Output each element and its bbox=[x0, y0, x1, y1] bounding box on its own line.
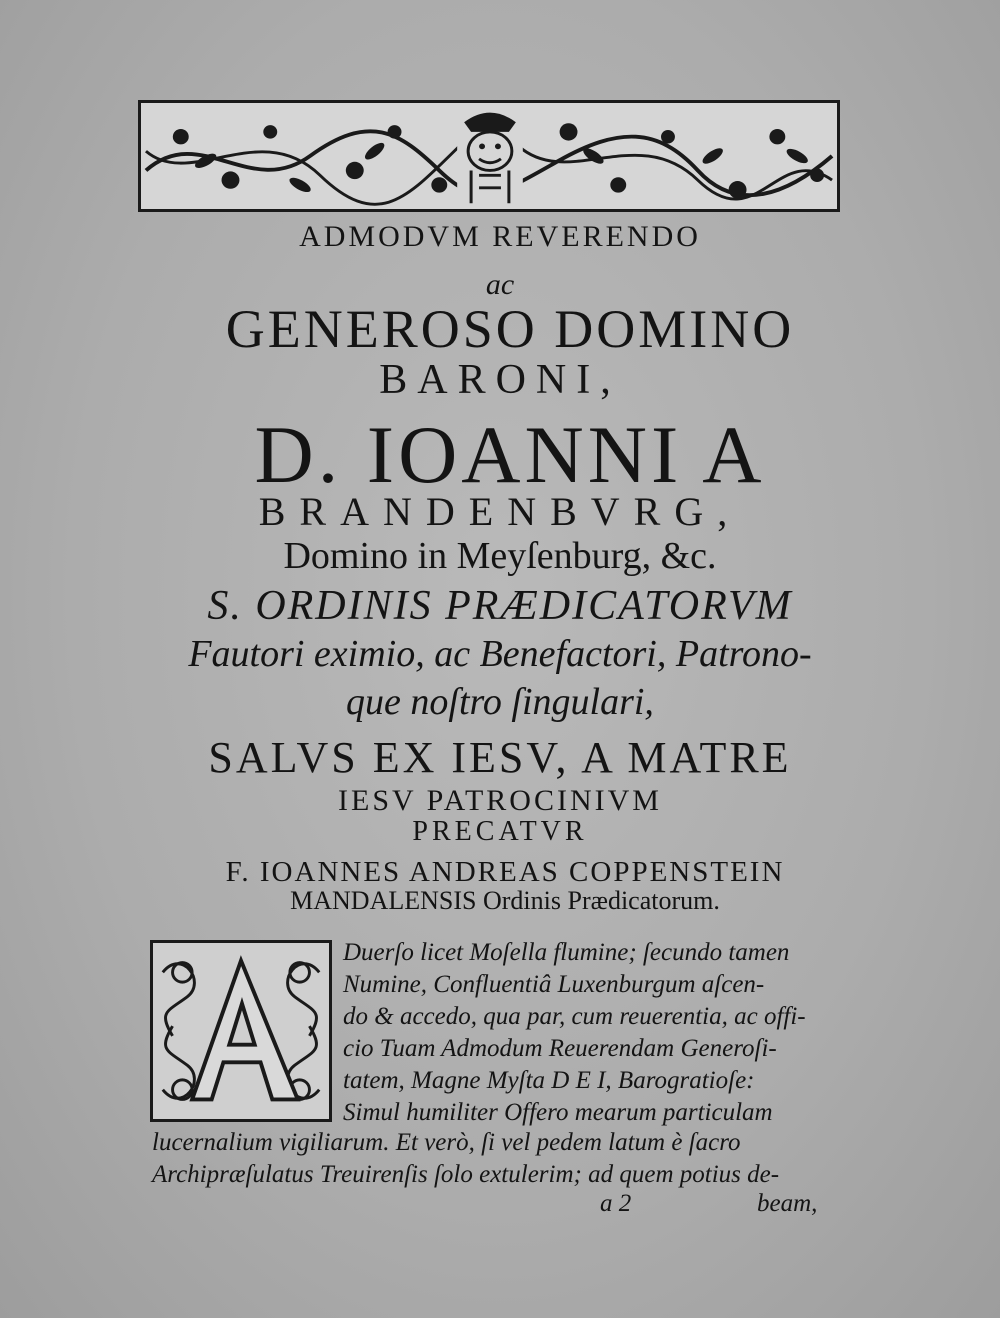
body-text-line: lucernalium vigiliarum. Et verò, ſi vel pedem latum è ſacro bbox=[152, 1129, 741, 1156]
grotesque-mask-figure bbox=[457, 111, 523, 204]
dedication-line-precatur: PRECATVR bbox=[412, 816, 588, 847]
dedication-line-ioanni: D. IOANNI A bbox=[254, 409, 766, 500]
dedication-line-meysenburg: Domino in Meyſenburg, &c. bbox=[283, 535, 717, 577]
body-text-line: Duerſo licet Moſella flumine; ſecundo tamen bbox=[343, 939, 790, 966]
author-order: MANDALENSIS Ordinis Prædicatorum. bbox=[290, 886, 720, 915]
dedication-line-baroni: BARONI, bbox=[379, 357, 621, 403]
vine-ornament-icon bbox=[141, 103, 837, 209]
body-text-line: Archipræſulatus Treuirenſis ſolo extulerim; ad quem potius de- bbox=[152, 1161, 780, 1188]
dedication-line-ac: ac bbox=[485, 268, 515, 301]
body-text-line: Numine, Confluentiâ Luxenburgum aſcen- bbox=[343, 971, 765, 998]
dedication-line-admodum: ADMODVM REVERENDO bbox=[299, 220, 701, 253]
dedication-line-singulari: que noſtro ſingulari, bbox=[346, 681, 654, 723]
dedication-line-fautori: Fautori eximio, ac Benefactori, Patrono- bbox=[188, 633, 812, 675]
body-text-line: do & accedo, qua par, cum reuerentia, ac offi- bbox=[343, 1003, 806, 1030]
decorated-initial bbox=[150, 940, 332, 1122]
author-name: F. IOANNES ANDREAS COPPENSTEIN bbox=[225, 856, 785, 888]
body-text-line: tatem, Magne Myſta D E I, Barogratioſe: bbox=[343, 1067, 755, 1094]
signature-mark: a 2 bbox=[600, 1190, 632, 1217]
woodcut-headpiece-ornament bbox=[138, 100, 840, 212]
body-text-line: Simul humiliter Offero mearum particulam bbox=[343, 1099, 773, 1126]
catchword: beam, bbox=[757, 1190, 818, 1217]
dedication-line-patrocinium: IESV PATROCINIVM bbox=[338, 784, 662, 817]
dedication-line-ordinis: S. ORDINIS PRÆDICATORVM bbox=[207, 583, 793, 629]
initial-letter-text bbox=[153, 1119, 154, 1120]
dedication-line-generoso: GENEROSO DOMINO bbox=[225, 299, 795, 359]
dedication-line-salus: SALVS EX IESV, A MATRE bbox=[208, 733, 792, 782]
dedication-line-brandenburg: BRANDENBVRG, bbox=[258, 489, 742, 534]
floriated-initial-a-icon bbox=[153, 943, 329, 1119]
body-text-line: cio Tuam Admodum Reuerendam Generoſi- bbox=[343, 1035, 777, 1062]
